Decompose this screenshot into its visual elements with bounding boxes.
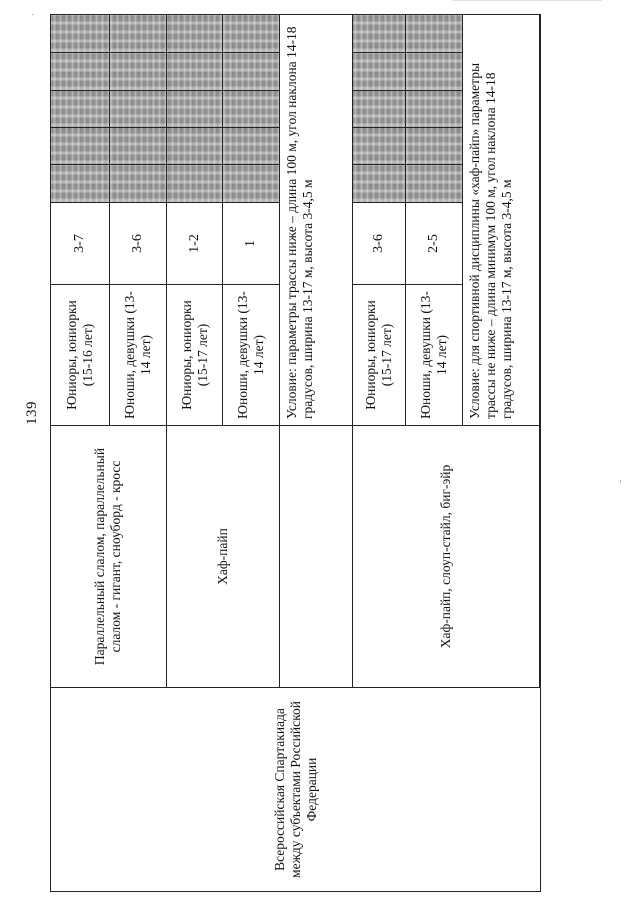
- age-group-cell: Юниоры, юниорки (15-17 лет): [352, 285, 406, 426]
- shaded-cell: [166, 165, 223, 203]
- age-group-cell: Юноши, девушки (13-14 лет): [406, 285, 463, 426]
- shaded-cell: [110, 53, 167, 91]
- shaded-cell: [51, 128, 110, 165]
- shaded-cell: [406, 15, 463, 53]
- shaded-cell: [352, 15, 406, 53]
- shaded-cell: [352, 91, 406, 128]
- rotated-content: [20, 12, 620, 892]
- scan-artifact: [32, 14, 34, 15]
- age-group-cell: Юниоры, юниорки (15-16 лет): [51, 285, 110, 426]
- shaded-cell: [110, 165, 167, 203]
- shaded-cell: [166, 91, 223, 128]
- spacer-cell: [539, 426, 540, 688]
- page-number: 139: [24, 401, 40, 425]
- shaded-cell: [51, 53, 110, 91]
- shaded-cell: [223, 91, 280, 128]
- spacer-cell: [539, 15, 540, 426]
- shaded-cell: [166, 53, 223, 91]
- shaded-cell: [51, 15, 110, 53]
- organization-cell: Всероссийская Спартакиада между субъектами Российской Федерации: [51, 688, 541, 892]
- age-group-cell: Юниоры, юниорки (15-17 лет): [166, 285, 223, 426]
- count-cell: 2-5: [406, 203, 463, 285]
- shaded-cell: [406, 165, 463, 203]
- shaded-cell: [223, 15, 280, 53]
- shaded-cell: [352, 165, 406, 203]
- shaded-cell: [110, 128, 167, 165]
- regulation-table: [50, 14, 541, 892]
- shaded-cell: [406, 91, 463, 128]
- shaded-cell: [166, 128, 223, 165]
- shaded-cell: [51, 91, 110, 128]
- count-cell: 3-7: [51, 203, 110, 285]
- age-group-cell: Юноши, девушки (13-14 лет): [110, 285, 167, 426]
- discipline-cell: Хаф-пайп: [166, 426, 279, 688]
- shaded-cell: [352, 53, 406, 91]
- shaded-cell: [166, 15, 223, 53]
- count-cell: 3-6: [352, 203, 406, 285]
- shaded-cell: [223, 165, 280, 203]
- discipline-cell: Хаф-пайп, слоуп-стайл, биг-эйр: [352, 426, 539, 688]
- count-cell: 1: [223, 203, 280, 285]
- shaded-cell: [406, 128, 463, 165]
- shaded-cell: [51, 165, 110, 203]
- discipline-cell: Параллельный слалом, параллельный слалом - гигант, сноуборд - кросс: [51, 426, 167, 688]
- shaded-cell: [223, 53, 280, 91]
- count-cell: 1-2: [166, 203, 223, 285]
- condition-cell: Условие: параметры трассы ниже – длина 100 м, угол наклона 14-18 градусов, ширина 13-17 м, высота 3-4,5 м: [279, 15, 352, 426]
- shaded-cell: [110, 15, 167, 53]
- condition-cell: Условие: для спортивной дисциплины «хаф-пайп» параметры трассы не ниже – длина минимум 100 м, угол наклона 14-18 градусов, ширина 13-17 м, высота 3-4,5 м: [462, 15, 539, 426]
- count-cell: 3-6: [110, 203, 167, 285]
- scan-artifact: [452, 0, 602, 1]
- scan-artifact: [620, 480, 621, 483]
- discipline-cell-empty: [279, 426, 352, 688]
- age-group-cell: Юноши, девушки (13-14 лет): [223, 285, 280, 426]
- shaded-cell: [352, 128, 406, 165]
- table-row: [51, 15, 110, 892]
- shaded-cell: [406, 53, 463, 91]
- shaded-cell: [110, 91, 167, 128]
- shaded-cell: [223, 128, 280, 165]
